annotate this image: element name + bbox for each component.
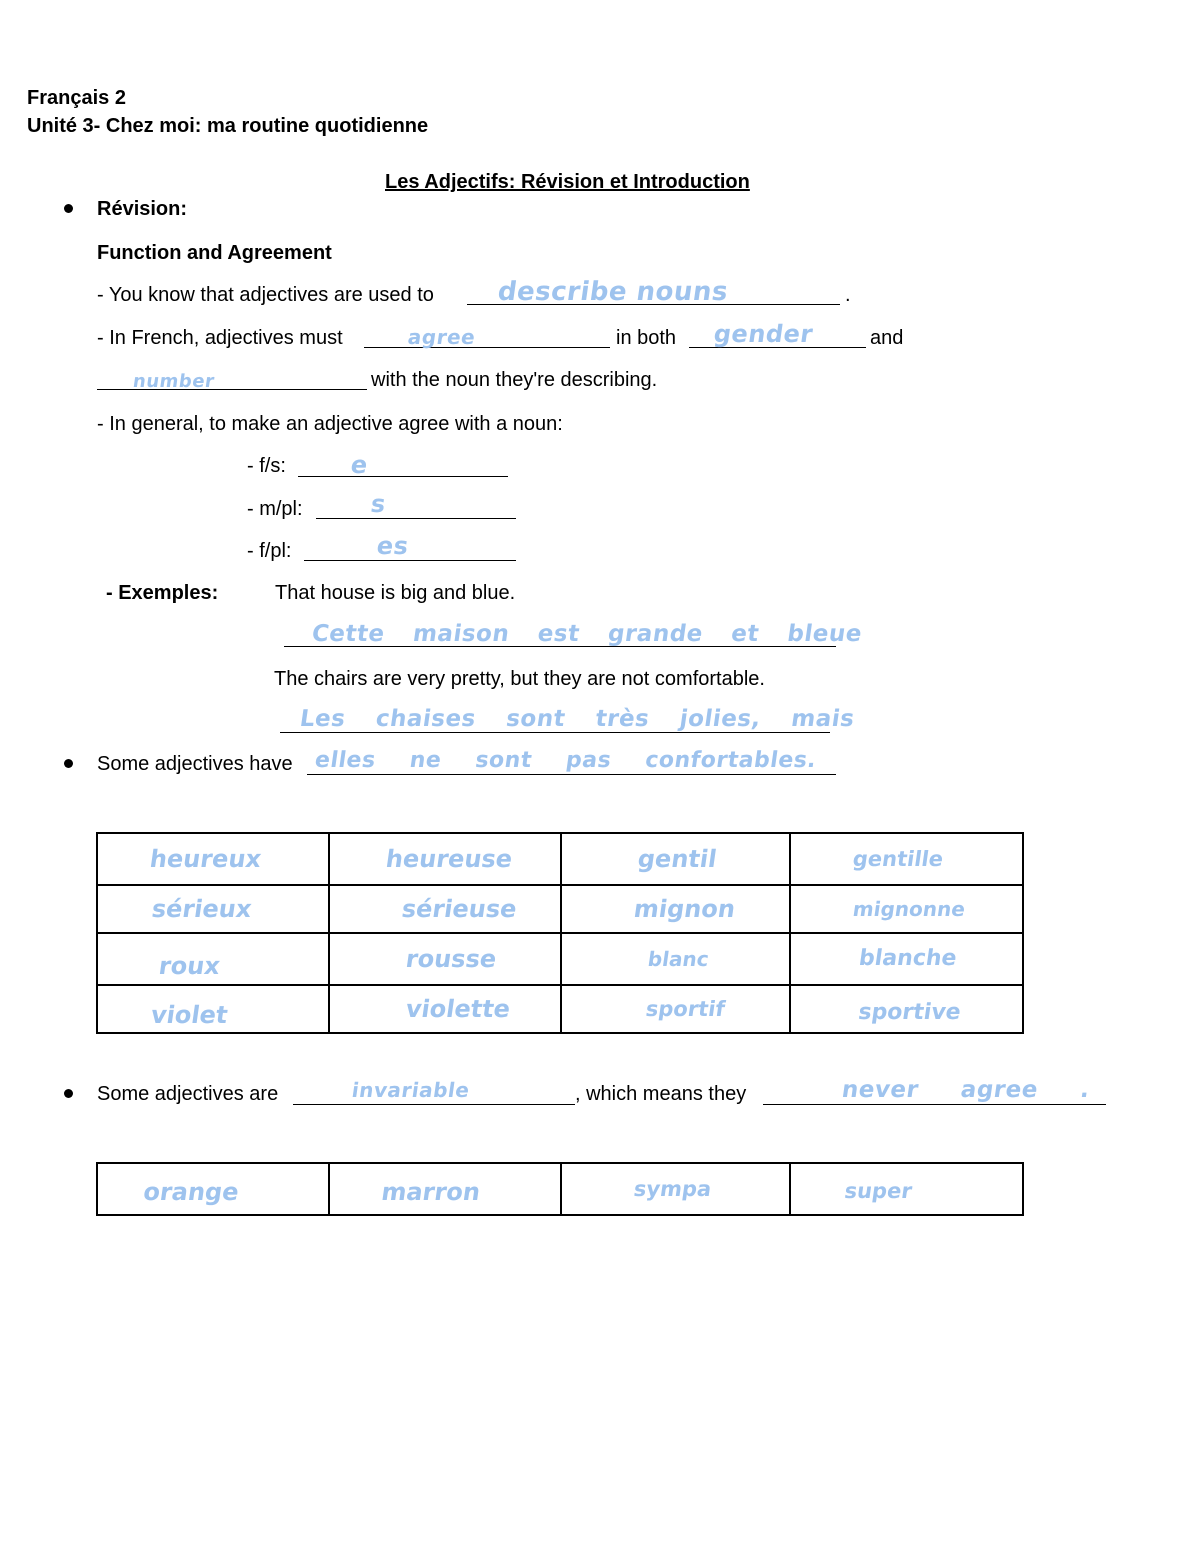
q2-prompt: - In French, adjectives must [97,327,343,349]
table-cell[interactable] [97,933,329,985]
cell-answer: orange [141,1178,241,1206]
cell-answer: sérieuse [400,895,519,923]
rule-fs-blank[interactable] [298,476,508,477]
table-cell[interactable] [790,933,1023,985]
cell-answer: gentil [636,845,719,873]
table-cell[interactable] [561,833,790,885]
table-cell[interactable] [561,885,790,933]
table-cell[interactable] [97,1163,329,1215]
invariable-blank-2[interactable] [763,1104,1106,1105]
bullet-icon [64,204,73,213]
q1-end: . [845,284,851,306]
invariable-mid: , which means they [575,1083,747,1105]
some-adjectives-answer: elles ne sont pas confortables. [313,748,819,773]
rule-mpl-label: - m/pl: [247,498,303,520]
irregular-adjectives-table [96,832,1024,1034]
cell-answer: gentille [851,847,945,871]
rule-fs-answer: e [349,451,370,479]
q2-answer-1: agree [406,325,477,349]
q1-answer: describe nouns [495,277,731,307]
q2-blank-1[interactable] [364,347,610,348]
table-row [97,885,1023,933]
cell-answer: blanche [857,946,959,971]
table-row [97,1163,1023,1215]
cell-answer: mignon [632,895,738,923]
cell-answer: mignonne [851,897,967,921]
cell-answer: sympa [632,1177,713,1201]
function-agreement-heading: Function and Agreement [97,242,332,264]
cell-answer: super [843,1179,914,1203]
invariable-blank-1[interactable] [293,1104,575,1105]
example2-english: The chairs are very pretty, but they are not comfortable. [274,668,765,690]
cell-answer: blanc [646,947,711,971]
cell-answer: sérieux [150,895,254,923]
example2-answer: Les chaises sont très jolies, mais [298,706,857,732]
cell-answer: sportive [856,1000,963,1025]
table-cell[interactable] [790,1163,1023,1215]
table-cell[interactable] [97,885,329,933]
invariable-answer-1: invariable [350,1078,472,1102]
table-cell[interactable] [97,985,329,1033]
revision-heading: Révision: [97,198,188,220]
table-cell[interactable] [561,1163,790,1215]
cell-answer: violet [149,1001,230,1029]
course-title: Français 2 [27,87,126,109]
cell-answer: roux [157,952,222,980]
example1-answer: Cette maison est grande et bleue [310,621,864,647]
bullet-icon [64,759,73,768]
table-row [97,985,1023,1033]
table-cell[interactable] [790,885,1023,933]
invariable-prompt: Some adjectives are [97,1083,279,1105]
q3-answer: number [131,371,216,392]
table-row [97,933,1023,985]
table-cell[interactable] [329,833,561,885]
cell-answer: rousse [404,945,499,973]
rule-fpl-answer: es [375,532,411,560]
invariable-adjectives-table [96,1162,1024,1216]
rule-fs-label: - f/s: [247,455,286,477]
unit-title: Unité 3- Chez moi: ma routine quotidienne [27,115,429,137]
table-cell[interactable] [329,1163,561,1215]
example1-english: That house is big and blue. [275,582,516,604]
table-cell[interactable] [329,885,561,933]
bullet-icon [64,1089,73,1098]
some-adjectives-prompt: Some adjectives have [97,753,293,775]
rule-mpl-blank[interactable] [316,518,516,519]
q2-mid: in both [616,327,677,349]
table-cell[interactable] [561,985,790,1033]
q4-prompt: - In general, to make an adjective agree with a noun: [97,413,563,435]
cell-answer: violette [404,995,513,1023]
q1-prompt: - You know that adjectives are used to [97,284,434,306]
q3-suffix: with the noun they're describing. [371,369,658,391]
page-title: Les Adjectifs: Révision et Introduction [385,171,750,193]
q2-end: and [870,327,904,349]
rule-fpl-blank[interactable] [304,560,516,561]
table-cell[interactable] [790,985,1023,1033]
table-cell[interactable] [561,933,790,985]
cell-answer: marron [379,1178,482,1206]
table-cell[interactable] [329,985,561,1033]
table-row [97,833,1023,885]
cell-answer: heureuse [384,845,515,873]
table-cell[interactable] [97,833,329,885]
cell-answer: heureux [148,845,264,873]
table-cell[interactable] [790,833,1023,885]
cell-answer: sportif [644,997,727,1021]
rule-mpl-answer: s [369,490,388,518]
table-cell[interactable] [329,933,561,985]
invariable-answer-2: never agree . [840,1077,1092,1103]
rule-fpl-label: - f/pl: [247,540,292,562]
q2-answer-2: gender [712,320,815,348]
examples-label: - Exemples: [106,582,219,604]
